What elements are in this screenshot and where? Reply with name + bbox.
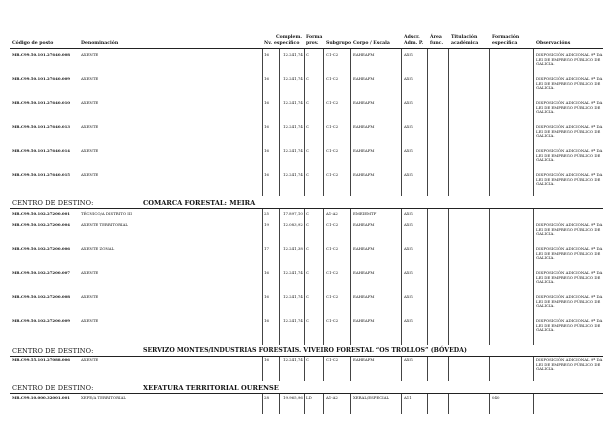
column-rule xyxy=(533,209,534,345)
cell-forma: C xyxy=(306,124,309,129)
cell-corpo: EAHEAFM xyxy=(353,100,375,105)
header-area-1: Área xyxy=(430,35,442,40)
header-complemento-1: Complem. xyxy=(276,35,302,40)
cell-codigo: MR.C99.50.102.27200.006 xyxy=(12,246,71,251)
cell-adscricion: AXG xyxy=(404,318,413,323)
cell-denominacion: AXENTE ZONAL xyxy=(81,246,115,251)
column-rule xyxy=(489,394,490,414)
column-rule xyxy=(427,49,428,196)
cell-denominacion: AXENTE xyxy=(81,100,99,105)
column-rule xyxy=(304,209,305,345)
header-forma-2: prov. xyxy=(306,41,319,46)
header-area-2: func. xyxy=(430,41,444,46)
cell-denominacion: AXENTE xyxy=(81,124,99,129)
cell-complemento: 12.241,74 xyxy=(283,124,303,129)
cell-corpo: EAHEAFM xyxy=(353,294,375,299)
cell-denominacion: AXENTE TERRITORIAL xyxy=(81,222,128,227)
column-rule xyxy=(262,394,263,414)
cell-denominacion: TÉCNICO/A DISTRITO III xyxy=(81,211,132,216)
section-rule xyxy=(10,393,603,394)
header-forma-1: Forma xyxy=(306,35,323,40)
cell-observacions: DISPOSICIÓN ADICIONAL 9ª DA LEI DE EMPREGO PÚBLICO DE GALICIA. xyxy=(536,222,603,237)
cell-subgrupo: C1-C2 xyxy=(326,52,339,57)
cell-denominacion: AXENTE xyxy=(81,76,99,81)
cell-denominacion: AXENTE xyxy=(81,52,99,57)
cell-denominacion: AXENTE xyxy=(81,294,99,299)
cell-niv: 16 xyxy=(264,318,269,323)
cell-observacions: DISPOSICIÓN ADICIONAL 9ª DA LEI DE EMPREGO PÚBLICO DE GALICIA. xyxy=(536,318,603,333)
cell-forma: C xyxy=(306,246,309,251)
column-rule xyxy=(323,394,324,414)
cell-corpo: EAHEAFM xyxy=(353,246,375,251)
column-rule xyxy=(323,357,324,381)
cell-corpo: XERAL/ESPECIAL xyxy=(353,395,390,400)
cell-codigo: MR.C99.50.102.27200.004 xyxy=(12,222,71,227)
column-rule xyxy=(279,394,280,414)
header-codigo: Código de posto xyxy=(12,41,54,46)
cell-corpo: EAHEAFM xyxy=(353,270,375,275)
cell-denominacion: AXENTE xyxy=(81,270,99,275)
cell-observacions: DISPOSICIÓN ADICIONAL 9ª DA LEI DE EMPREGO PÚBLICO DE GALICIA. xyxy=(536,76,603,91)
column-rule xyxy=(262,209,263,345)
column-rule xyxy=(533,357,534,381)
column-rule xyxy=(279,357,280,381)
cell-complemento: 17.897,10 xyxy=(283,211,303,216)
cell-adscricion: AXG xyxy=(404,294,413,299)
cell-observacions: DISPOSICIÓN ADICIONAL 9ª DA LEI DE EMPREGO PÚBLICO DE GALICIA. xyxy=(536,124,603,139)
column-rule xyxy=(448,394,449,414)
column-rule xyxy=(350,394,351,414)
cell-complemento: 12.083,92 xyxy=(283,222,303,227)
cell-denominacion: XEFE/A TERRITORIAL xyxy=(81,395,126,400)
cell-complemento: 12.241,74 xyxy=(283,76,303,81)
cell-subgrupo: C1-C2 xyxy=(326,246,339,251)
cell-subgrupo: C1-C2 xyxy=(326,124,339,129)
cell-observacions: DISPOSICIÓN ADICIONAL 9ª DA LEI DE EMPREGO PÚBLICO DE GALICIA. xyxy=(536,357,603,372)
cell-complemento: 12.241,74 xyxy=(283,100,303,105)
cell-complemento: 12.241,38 xyxy=(283,246,303,251)
column-rule xyxy=(448,357,449,381)
header-adscricion-1: Adscr. xyxy=(404,35,420,40)
header-corpo: Corpo / Escala xyxy=(353,41,390,46)
cell-adscricion: AXG xyxy=(404,76,413,81)
column-rule xyxy=(279,49,280,196)
header-titulacion-1: Titulación xyxy=(451,35,478,40)
cell-corpo: EMEIEMTF xyxy=(353,211,377,216)
cell-codigo: MR.C99.50.101.27640.013 xyxy=(12,124,71,129)
header-complemento-2: específico xyxy=(274,41,300,46)
section-name: COMARCA FORESTAL: MEIRA xyxy=(143,199,256,207)
cell-forma: C xyxy=(306,211,309,216)
column-rule xyxy=(323,209,324,345)
cell-complemento: 12.241,74 xyxy=(283,52,303,57)
cell-forma: LD xyxy=(306,395,312,400)
cell-subgrupo: C1-C2 xyxy=(326,270,339,275)
cell-denominacion: AXENTE xyxy=(81,357,99,362)
cell-adscricion: AXG xyxy=(404,148,413,153)
cell-subgrupo: C1-C2 xyxy=(326,100,339,105)
section-name: SERVIZO MONTES/INDUSTRIAS FORESTAIS. VIVEIRO FORESTAL “OS TROLLOS” (BÓVEDA) xyxy=(143,347,467,354)
cell-adscricion: AXG xyxy=(404,52,413,57)
column-rule xyxy=(401,357,402,381)
cell-forma: C xyxy=(306,357,309,362)
section-label: CENTRO DE DESTINO: xyxy=(12,347,94,355)
cell-niv: 16 xyxy=(264,357,269,362)
column-rule xyxy=(304,394,305,414)
cell-subgrupo: C1-C2 xyxy=(326,222,339,227)
cell-complemento: 12.241,74 xyxy=(283,148,303,153)
cell-complemento: 12.241,74 xyxy=(283,172,303,177)
cell-corpo: EAHEAFM xyxy=(353,76,375,81)
cell-forma: C xyxy=(306,222,309,227)
cell-subgrupo: C1-C2 xyxy=(326,357,339,362)
column-rule xyxy=(427,357,428,381)
column-rule xyxy=(262,357,263,381)
cell-adscricion: AXG xyxy=(404,222,413,227)
cell-corpo: EAHEAFM xyxy=(353,357,375,362)
cell-observacions: DISPOSICIÓN ADICIONAL 9ª DA LEI DE EMPREGO PÚBLICO DE GALICIA. xyxy=(536,246,603,261)
column-rule xyxy=(401,394,402,414)
cell-niv: 16 xyxy=(264,52,269,57)
cell-niv: 16 xyxy=(264,270,269,275)
section-label: CENTRO DE DESTINO: xyxy=(12,199,94,207)
cell-corpo: EAHEAFM xyxy=(353,52,375,57)
cell-adscricion: AXG xyxy=(404,172,413,177)
cell-forma: C xyxy=(306,52,309,57)
cell-observacions: DISPOSICIÓN ADICIONAL 9ª DA LEI DE EMPREGO PÚBLICO DE GALICIA. xyxy=(536,100,603,115)
section-rule xyxy=(10,208,603,209)
column-rule xyxy=(279,209,280,345)
cell-codigo: MR.C99.50.101.27640.010 xyxy=(12,100,71,105)
cell-codigo: MR.C99.55.101.27088.006 xyxy=(12,357,71,362)
cell-forma: C xyxy=(306,172,309,177)
column-rule xyxy=(489,209,490,345)
cell-forma: C xyxy=(306,270,309,275)
cell-observacions: DISPOSICIÓN ADICIONAL 9ª DA LEI DE EMPREGO PÚBLICO DE GALICIA. xyxy=(536,148,603,163)
cell-codigo: MR.C99.50.101.27640.015 xyxy=(12,172,71,177)
cell-denominacion: AXENTE xyxy=(81,318,99,323)
cell-subgrupo: C1-C2 xyxy=(326,76,339,81)
column-rule xyxy=(401,49,402,196)
cell-forma: C xyxy=(306,294,309,299)
column-rule xyxy=(304,357,305,381)
cell-observacions: DISPOSICIÓN ADICIONAL 9ª DA LEI DE EMPREGO PÚBLICO DE GALICIA. xyxy=(536,270,603,285)
column-rule xyxy=(401,209,402,345)
cell-denominacion: AXENTE xyxy=(81,172,99,177)
header-observacions: Observacións xyxy=(536,41,571,46)
cell-denominacion: AXENTE xyxy=(81,148,99,153)
column-rule xyxy=(323,49,324,196)
cell-niv: 19 xyxy=(264,222,269,227)
header-rule xyxy=(10,48,603,49)
cell-codigo: MR.C99.50.102.27200.009 xyxy=(12,318,71,323)
cell-subgrupo: A1-A2 xyxy=(326,211,338,216)
section-name: XEFATURA TERRITORIAL OURENSE xyxy=(143,384,279,392)
cell-observacions: DISPOSICIÓN ADICIONAL 9ª DA LEI DE EMPREGO PÚBLICO DE GALICIA. xyxy=(536,52,603,67)
cell-codigo: MR.C99.50.102.27200.007 xyxy=(12,270,71,275)
cell-subgrupo: A1-A2 xyxy=(326,395,338,400)
column-rule xyxy=(350,49,351,196)
column-rule xyxy=(489,49,490,196)
cell-corpo: EAHEAFM xyxy=(353,172,375,177)
cell-codigo: MR.C99.50.101.27640.008 xyxy=(12,52,71,57)
column-rule xyxy=(350,209,351,345)
cell-adscricion: AXG xyxy=(404,100,413,105)
cell-observacions: DISPOSICIÓN ADICIONAL 9ª DA LEI DE EMPREGO PÚBLICO DE GALICIA. xyxy=(536,172,603,187)
cell-niv: 16 xyxy=(264,172,269,177)
cell-corpo: EAHEAFM xyxy=(353,124,375,129)
cell-formacion: 040 xyxy=(492,395,500,400)
cell-adscricion: AXG xyxy=(404,270,413,275)
header-subgrupo: Subgrupo xyxy=(326,41,352,46)
cell-corpo: EAHEAFM xyxy=(353,148,375,153)
header-formacion-2: específica xyxy=(492,41,518,46)
cell-codigo: MR.C99.50.102.27200.008 xyxy=(12,294,71,299)
header-niv: Nv. xyxy=(264,41,273,46)
column-rule xyxy=(533,394,534,414)
cell-niv: 17 xyxy=(264,246,269,251)
cell-niv: 16 xyxy=(264,294,269,299)
cell-codigo: MR.C99.50.101.27640.014 xyxy=(12,148,71,153)
cell-subgrupo: C1-C2 xyxy=(326,172,339,177)
cell-niv: 16 xyxy=(264,148,269,153)
cell-adscricion: AXG xyxy=(404,124,413,129)
cell-subgrupo: C1-C2 xyxy=(326,318,339,323)
column-rule xyxy=(350,357,351,381)
column-rule xyxy=(304,49,305,196)
cell-forma: C xyxy=(306,100,309,105)
column-rule xyxy=(262,49,263,196)
cell-niv: 25 xyxy=(264,211,269,216)
column-rule xyxy=(427,394,428,414)
cell-forma: C xyxy=(306,76,309,81)
cell-adscricion: AXG xyxy=(404,246,413,251)
column-rule xyxy=(427,209,428,345)
cell-codigo: MR.C99.50.102.27200.001 xyxy=(12,211,71,216)
cell-codigo: MR.C99.10.000.32001.001 xyxy=(12,395,71,400)
header-titulacion-2: académica xyxy=(451,41,479,46)
header-formacion-1: Formación xyxy=(492,35,520,40)
cell-complemento: 12.241,74 xyxy=(283,270,303,275)
cell-adscricion: AXG xyxy=(404,211,413,216)
cell-niv: 16 xyxy=(264,76,269,81)
cell-subgrupo: C1-C2 xyxy=(326,294,339,299)
cell-niv: 16 xyxy=(264,124,269,129)
cell-niv: 28 xyxy=(264,395,269,400)
column-rule xyxy=(533,49,534,196)
cell-adscricion: A11 xyxy=(404,395,412,400)
header-denominacion: Denominación xyxy=(81,41,119,46)
cell-corpo: EAHEAFM xyxy=(353,318,375,323)
cell-complemento: 12.241,74 xyxy=(283,294,303,299)
column-rule xyxy=(448,49,449,196)
cell-subgrupo: C1-C2 xyxy=(326,148,339,153)
cell-complemento: 19.965,96 xyxy=(283,395,303,400)
cell-niv: 16 xyxy=(264,100,269,105)
cell-corpo: EAHEAFM xyxy=(353,222,375,227)
cell-adscricion: AXG xyxy=(404,357,413,362)
cell-forma: C xyxy=(306,148,309,153)
header-adscricion-2: Adm. P. xyxy=(404,41,424,46)
cell-codigo: MR.C99.50.101.27640.009 xyxy=(12,76,71,81)
column-rule xyxy=(448,209,449,345)
cell-complemento: 12.241,74 xyxy=(283,357,303,362)
section-label: CENTRO DE DESTINO: xyxy=(12,384,94,392)
cell-observacions: DISPOSICIÓN ADICIONAL 9ª DA LEI DE EMPREGO PÚBLICO DE GALICIA. xyxy=(536,294,603,309)
column-rule xyxy=(489,357,490,381)
cell-forma: C xyxy=(306,318,309,323)
cell-complemento: 12.241,74 xyxy=(283,318,303,323)
